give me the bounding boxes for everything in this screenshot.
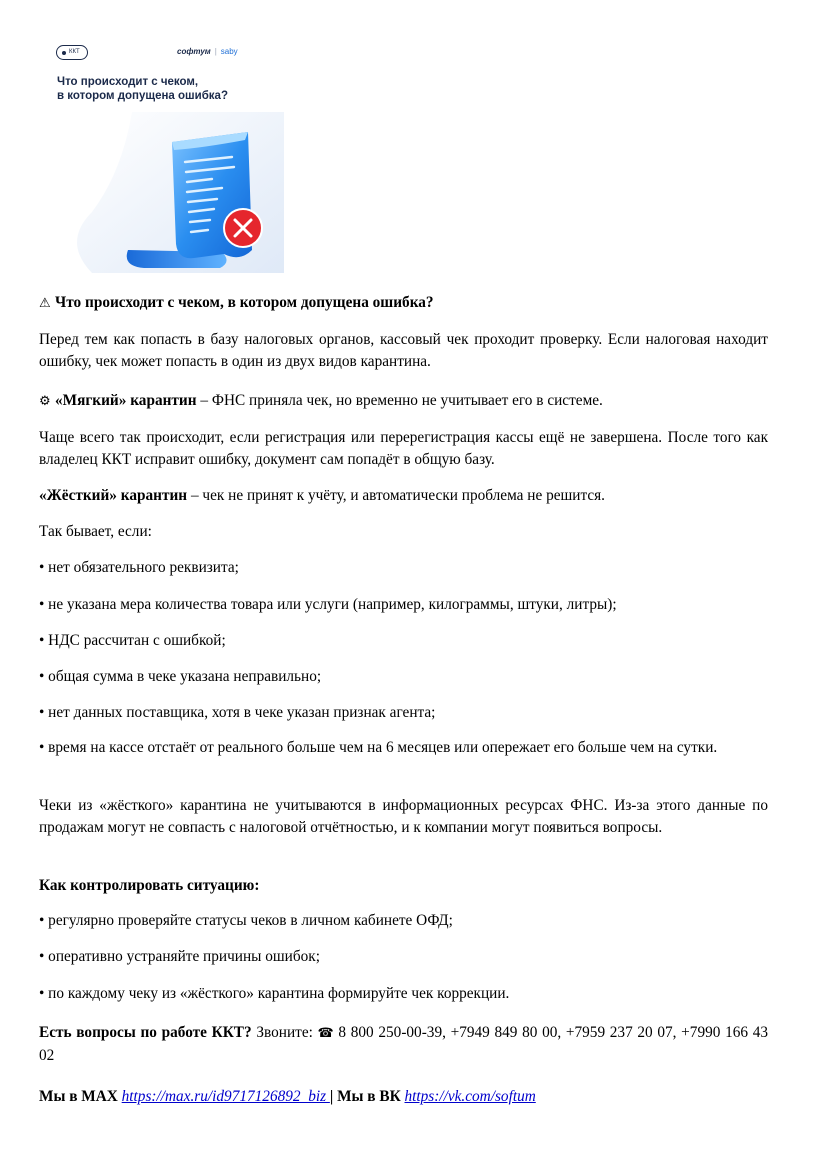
badge-dot-icon [62,51,66,55]
hard-quarantine-title: «Жёсткий» карантин [39,487,188,504]
case-item: • не указана мера количества товара или услуги (например, килограммы, штуки, литры); [39,596,617,613]
social-separator: | [329,1088,338,1105]
contact-question: Есть вопросы по работе ККТ? [39,1024,252,1041]
banner-title [57,75,277,103]
receipt-error-icon [52,112,284,273]
warning-icon: ⚠ [39,296,51,311]
max-label: Мы в MAX [39,1088,118,1105]
brand-logos [177,47,238,56]
case-item: • нет данных поставщика, хотя в чеке указан признак агента; [39,704,436,721]
article-banner-image [52,32,284,273]
contact-phones: 8 800 250-00-39, +7949 849 80 00, +7959 237 20 07, +7990 166 43 02 [39,1024,768,1064]
soft-quarantine-text: – ФНС приняла чек, но временно не учитывает его в системе. [196,392,603,409]
vk-label: Мы в ВК [337,1088,401,1105]
consequence-paragraph: Чеки из «жёсткого» карантина не учитываются в информационных ресурсах ФНС. Из-за этого данные по продажам могут не совпасть с налоговой отчётностью, и к компании могут появиться вопросы. [39,797,768,836]
hard-quarantine-text: – чек не принят к учёту, и автоматически проблема не решится. [187,487,605,504]
kkt-badge [56,45,88,60]
brand-separator: | [214,47,217,56]
gear-icon: ⚙ [39,394,51,409]
social-links [39,1086,768,1108]
saby-logo: saby [220,47,238,56]
case-item: • общая сумма в чеке указана неправильно; [39,668,322,685]
soft-quarantine-note: Чаще всего так происходит, если регистрация или перерегистрация кассы ещё не завершена. После того как владелец ККТ исправит ошибку, документ сам попадёт в общую базу. [39,429,768,468]
case-item: • НДС рассчитан с ошибкой; [39,632,226,649]
control-item: • по каждому чеку из «жёсткого» карантина формируйте чек коррекции. [39,985,510,1002]
control-item: • регулярно проверяйте статусы чеков в личном кабинете ОФД; [39,912,453,929]
control-item: • оперативно устраняйте причины ошибок; [39,948,320,965]
section-heading-text: Что происходит с чеком, в котором допущена ошибка? [55,294,434,311]
soft-quarantine-paragraph [39,390,768,413]
vk-link[interactable]: https://vk.com/softum [404,1088,536,1105]
cases-intro: Так бывает, если: [39,523,152,540]
contact-paragraph [39,1022,768,1067]
banner-title-line2: в котором допущена ошибка? [57,90,228,102]
control-heading: Как контролировать ситуацию: [39,877,260,894]
hard-quarantine-paragraph [39,485,768,507]
case-item: • нет обязательного реквизита; [39,559,239,576]
kkt-badge-label: ККТ [69,49,80,55]
case-item: • время на кассе отстаёт от реального больше чем на 6 месяцев или опережает его больше чем на сутки. [39,739,718,756]
section-heading [39,292,768,315]
intro-paragraph: Перед тем как попасть в базу налоговых органов, кассовый чек проходит проверку. Если налоговая находит ошибку, чек может попасть в один из двух видов карантина. [39,331,768,370]
softum-logo: софтум [177,47,211,56]
phone-icon: ☎ [317,1026,334,1041]
banner-title-line1: Что происходит с чеком, [57,76,199,88]
contact-call-label: Звоните: [251,1024,318,1041]
max-link[interactable]: https://max.ru/id9717126892_biz [121,1088,330,1105]
soft-quarantine-title: «Мягкий» карантин [55,392,197,409]
